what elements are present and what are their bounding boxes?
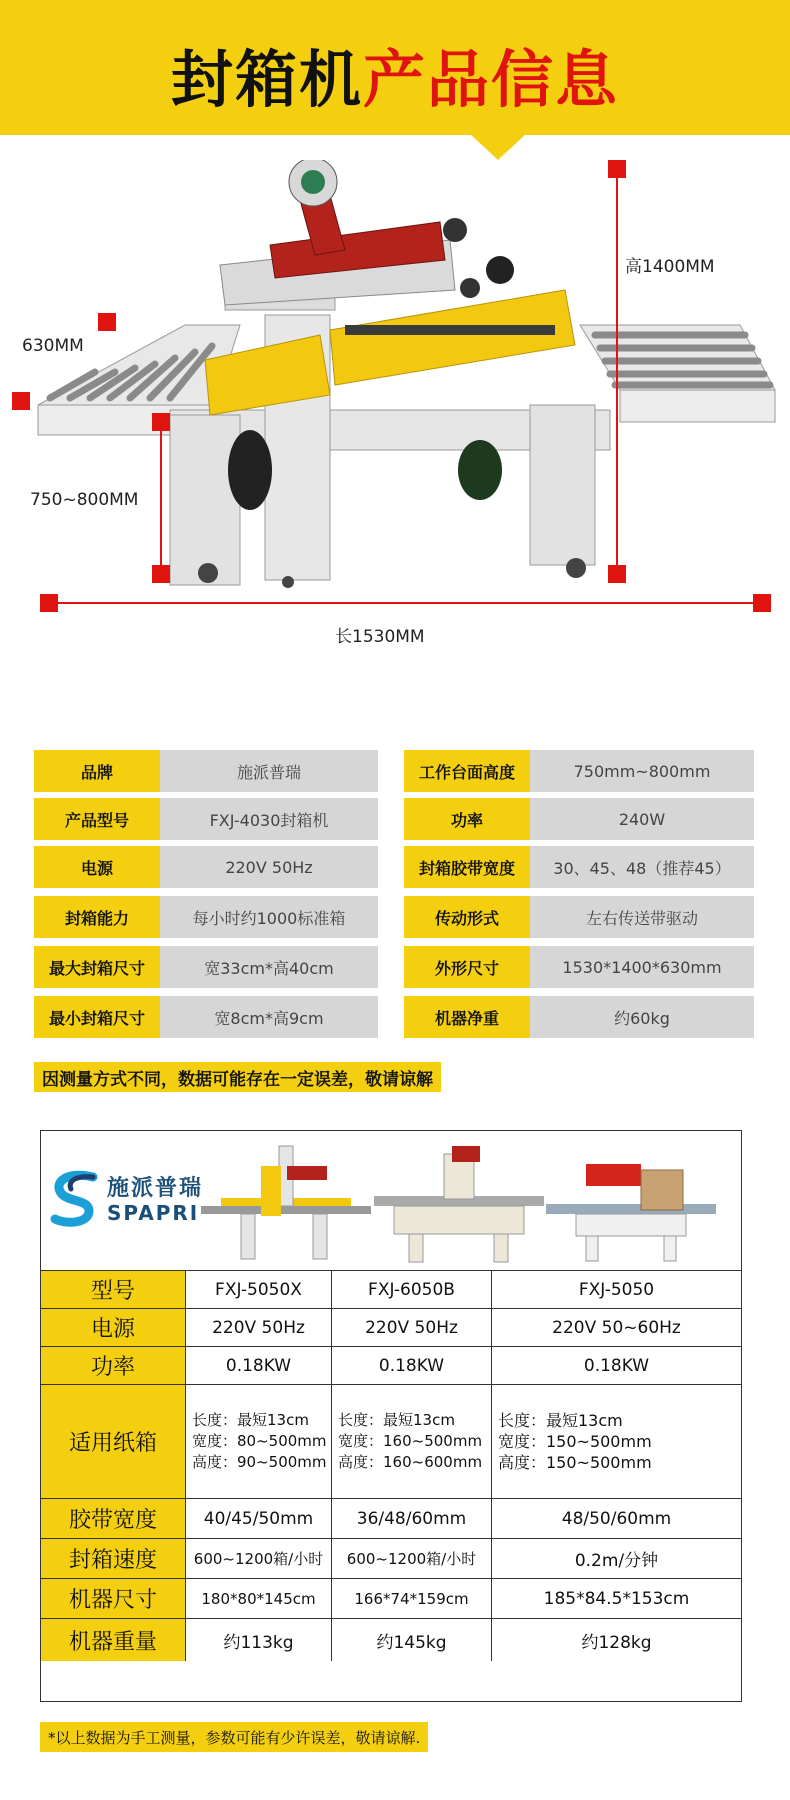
casters (198, 558, 586, 588)
machine-illustration (0, 160, 790, 720)
cell: 0.18KW (491, 1347, 741, 1384)
cell: 0.2m/分钟 (491, 1539, 741, 1578)
cell: 220V 50Hz (331, 1309, 491, 1346)
row-label: 电源 (41, 1309, 185, 1346)
depth-marker-top (98, 313, 116, 331)
carton-length: 长度：最短13cm (498, 1411, 623, 1430)
cell: FXJ-6050B (331, 1271, 491, 1308)
cell: 约113kg (185, 1619, 331, 1661)
cell: FXJ-5050X (185, 1271, 331, 1308)
spec-row (34, 896, 754, 938)
brand-logo (49, 1169, 209, 1229)
cell: 220V 50Hz (185, 1309, 331, 1346)
work-height-line (160, 422, 162, 572)
cell: 40/45/50mm (185, 1499, 331, 1538)
row-label: 功率 (41, 1347, 185, 1384)
spec-label: 传动形式 (404, 896, 530, 938)
product-image-5050 (546, 1136, 716, 1266)
height-marker-bottom (608, 565, 626, 583)
compare-row-weight (41, 1619, 741, 1661)
page-title (0, 30, 790, 119)
row-label: 适用纸箱 (41, 1385, 185, 1498)
spec-value: 每小时约1000标准箱 (160, 896, 378, 938)
banner-notch (470, 134, 526, 160)
logo-s-icon (49, 1169, 101, 1229)
work-height-marker-bottom (152, 565, 170, 583)
depth-label: 630MM (22, 336, 84, 356)
spec-label: 功率 (404, 798, 530, 840)
spec-value: 240W (530, 798, 754, 840)
row-label: 机器重量 (41, 1619, 185, 1661)
spec-value: 750mm~800mm (530, 750, 754, 792)
spec-row (34, 846, 754, 888)
cell: FXJ-5050 (491, 1271, 741, 1308)
length-label: 长1530MM (335, 627, 425, 647)
product-image-5050x (201, 1136, 371, 1266)
carton-width: 宽度：150~500mm (498, 1432, 652, 1451)
spec-label: 最小封箱尺寸 (34, 996, 160, 1038)
spec-label: 电源 (34, 846, 160, 888)
cell: 185*84.5*153cm (491, 1579, 741, 1618)
cell: 约145kg (331, 1619, 491, 1661)
spec-value: 施派普瑞 (160, 750, 378, 792)
cell: 166*74*159cm (331, 1579, 491, 1618)
cell: 0.18KW (331, 1347, 491, 1384)
length-marker-right (753, 594, 771, 612)
row-label: 胶带宽度 (41, 1499, 185, 1538)
cell: 180*80*145cm (185, 1579, 331, 1618)
cell: 0.18KW (185, 1347, 331, 1384)
cell-carton (185, 1385, 331, 1498)
logo-en-text: SPAPRI (107, 1201, 200, 1225)
compare-row-carton (41, 1385, 741, 1499)
footnote: *以上数据为手工测量，参数可能有少许误差，敬请谅解. (40, 1722, 428, 1752)
spec-label: 外形尺寸 (404, 946, 530, 988)
spec-value: 30、45、48（推荐45） (530, 846, 754, 888)
carton-height: 高度：90~500mm (192, 1453, 327, 1471)
cell: 36/48/60mm (331, 1499, 491, 1538)
spec-value: 宽33cm*高40cm (160, 946, 378, 988)
cell: 48/50/60mm (491, 1499, 741, 1538)
spec-label: 机器净重 (404, 996, 530, 1038)
carton-width: 宽度：160~500mm (338, 1432, 483, 1450)
spec-note: 因测量方式不同，数据可能存在一定误差，敬请谅解 (34, 1062, 441, 1092)
compare-row-power-supply (41, 1309, 741, 1347)
spec-value: 宽8cm*高9cm (160, 996, 378, 1038)
spec-label: 封箱胶带宽度 (404, 846, 530, 888)
compare-row-model (41, 1271, 741, 1309)
logo-cn-text: 施派普瑞 (107, 1176, 204, 1201)
cell-carton (331, 1385, 491, 1498)
spec-row (34, 750, 754, 792)
row-label: 机器尺寸 (41, 1579, 185, 1618)
carton-height: 高度：150~500mm (498, 1453, 652, 1472)
length-line (58, 602, 753, 604)
compare-row-speed (41, 1539, 741, 1579)
compare-row-tape-width (41, 1499, 741, 1539)
title-red: 产品信息 (363, 43, 620, 116)
spec-label: 最大封箱尺寸 (34, 946, 160, 988)
carton-width: 宽度：80~500mm (192, 1432, 327, 1450)
spec-value: FXJ-4030封箱机 (160, 798, 378, 840)
cell-carton (491, 1385, 741, 1498)
spec-value: 220V 50Hz (160, 846, 378, 888)
spec-value: 1530*1400*630mm (530, 946, 754, 988)
cell: 220V 50~60Hz (491, 1309, 741, 1346)
spec-value: 左右传送带驱动 (530, 896, 754, 938)
title-black: 封箱机 (170, 43, 363, 116)
right-roller-conveyor (580, 325, 775, 422)
depth-marker-bottom (12, 392, 30, 410)
spec-label: 品牌 (34, 750, 160, 792)
carton-height: 高度：160~600mm (338, 1453, 483, 1471)
spec-row (34, 996, 754, 1038)
work-height-label: 750~800MM (30, 490, 139, 510)
compare-row-power (41, 1347, 741, 1385)
cell: 600~1200箱/小时 (331, 1539, 491, 1578)
length-marker-left (40, 594, 58, 612)
spec-row (34, 798, 754, 840)
spec-label: 封箱能力 (34, 896, 160, 938)
top-tape-head (220, 160, 514, 305)
spec-label: 产品型号 (34, 798, 160, 840)
cell: 600~1200箱/小时 (185, 1539, 331, 1578)
row-label: 封箱速度 (41, 1539, 185, 1578)
cell: 约128kg (491, 1619, 741, 1661)
carton-length: 长度：最短13cm (192, 1411, 309, 1429)
height-label: 高1400MM (625, 257, 715, 277)
compare-row-size (41, 1579, 741, 1619)
spec-label: 工作台面高度 (404, 750, 530, 792)
spec-row (34, 946, 754, 988)
spec-value: 约60kg (530, 996, 754, 1038)
product-image-6050b (374, 1136, 544, 1266)
height-line (616, 172, 618, 572)
row-label: 型号 (41, 1271, 185, 1308)
carton-length: 长度：最短13cm (338, 1411, 455, 1429)
comparison-header (41, 1131, 741, 1271)
comparison-table (40, 1130, 742, 1702)
